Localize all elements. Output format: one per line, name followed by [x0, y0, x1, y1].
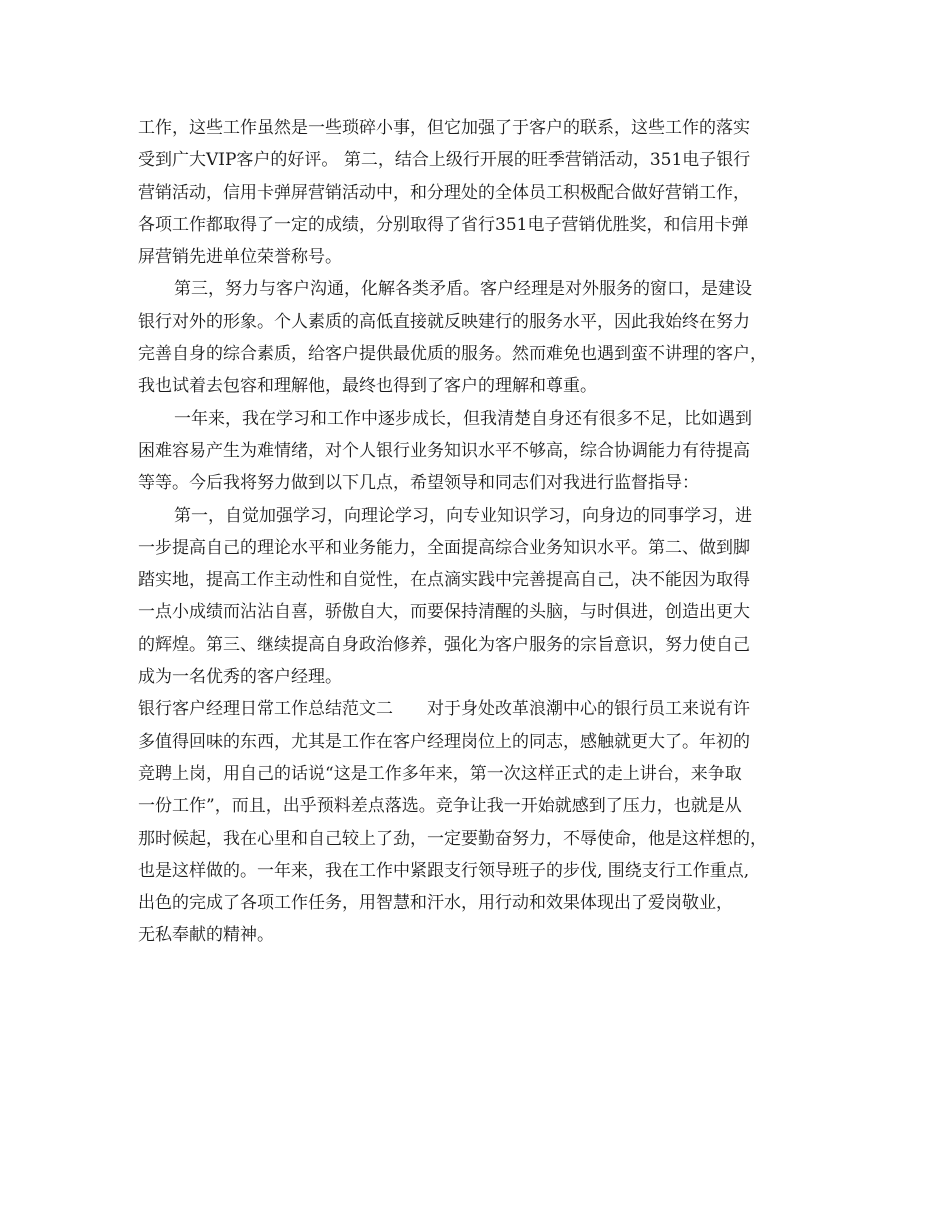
text-line: 受到广大VIP客户的好评。 第二，结合上级行开展的旺季营销活动，351电子银行 — [138, 150, 751, 171]
text-line: 银行客户经理日常工作总结范文二 对于身处改革浪潮中心的银行员工来说有许 — [138, 699, 750, 720]
text-line: 一年来，我在学习和工作中逐步成长，但我清楚自身还有很多不足，比如遇到 — [174, 408, 752, 429]
text-line: 出色的完成了各项工作任务，用智慧和汗水，用行动和效果体现出了爱岗敬业， — [138, 893, 733, 914]
text-line: 第一，自觉加强学习，向理论学习，向专业知识学习，向身边的同事学习，进 — [174, 505, 752, 526]
text-line: 工作，这些工作虽然是一些琐碎小事，但它加强了于客户的联系，这些工作的落实 — [138, 118, 750, 138]
text-line: 那时候起，我在心里和自己较上了劲，一定要勤奋努力，不辱使命，他是这样想的， — [138, 828, 767, 849]
text-line: 屏营销先进单位荣誉称号。 — [138, 247, 342, 268]
text-line: 等等。今后我将努力做到以下几点，希望领导和同志们对我进行监督指导： — [138, 473, 699, 494]
text-line: 成为一名优秀的客户经理。 — [138, 667, 342, 688]
text-line: 第三，努力与客户沟通，化解各类矛盾。客户经理是对外服务的窗口，是建设 — [174, 279, 752, 300]
text-line: 多值得回味的东西，尤其是工作在客户经理岗位上的同志，感触就更大了。年初的 — [138, 731, 750, 752]
text-line: 一点小成绩而沾沾自喜，骄傲自大，而要保持清醒的头脑，与时俱进，创造出更大 — [138, 602, 750, 623]
text-line: 各项工作都取得了一定的成绩，分别取得了省行351电子营销优胜奖，和信用卡弹 — [138, 214, 749, 235]
document-body — [138, 112, 818, 952]
text-line: 的辉煌。第三、继续提高自身政治修养，强化为客户服务的宗旨意识，努力使自己 — [138, 634, 750, 655]
text-line: 营销活动，信用卡弹屏营销活动中，和分理处的全体员工积极配合做好营销工作， — [138, 182, 750, 203]
text-line: 无私奉献的精神。 — [138, 925, 274, 946]
text-line: 一份工作”，而且，出乎预料差点落选。竞争让我一开始就感到了压力，也就是从 — [138, 796, 742, 817]
text-line: 踏实地，提高工作主动性和自觉性，在点滴实践中完善提高自己，决不能因为取得 — [138, 570, 750, 591]
text-line: 困难容易产生为难情绪，对个人银行业务知识水平不够高，综合协调能力有待提高 — [138, 440, 750, 461]
text-line: 也是这样做的。一年来，我在工作中紧跟支行领导班子的步伐, 围绕支行工作重点, — [138, 860, 750, 881]
text-line: 银行对外的形象。个人素质的高低直接就反映建行的服务水平，因此我始终在努力 — [138, 311, 750, 332]
text-line: 竞聘上岗，用自己的话说“这是工作多年来，第一次这样正式的走上讲台，来争取 — [138, 763, 742, 784]
text-line: 我也试着去包容和理解他，最终也得到了客户的理解和尊重。 — [138, 376, 597, 397]
text-line: 一步提高自己的理论水平和业务能力，全面提高综合业务知识水平。第二、做到脚 — [138, 537, 750, 558]
text-line: 完善自身的综合素质，给客户提供最优质的服务。然而难免也遇到蛮不讲理的客户， — [138, 344, 767, 365]
